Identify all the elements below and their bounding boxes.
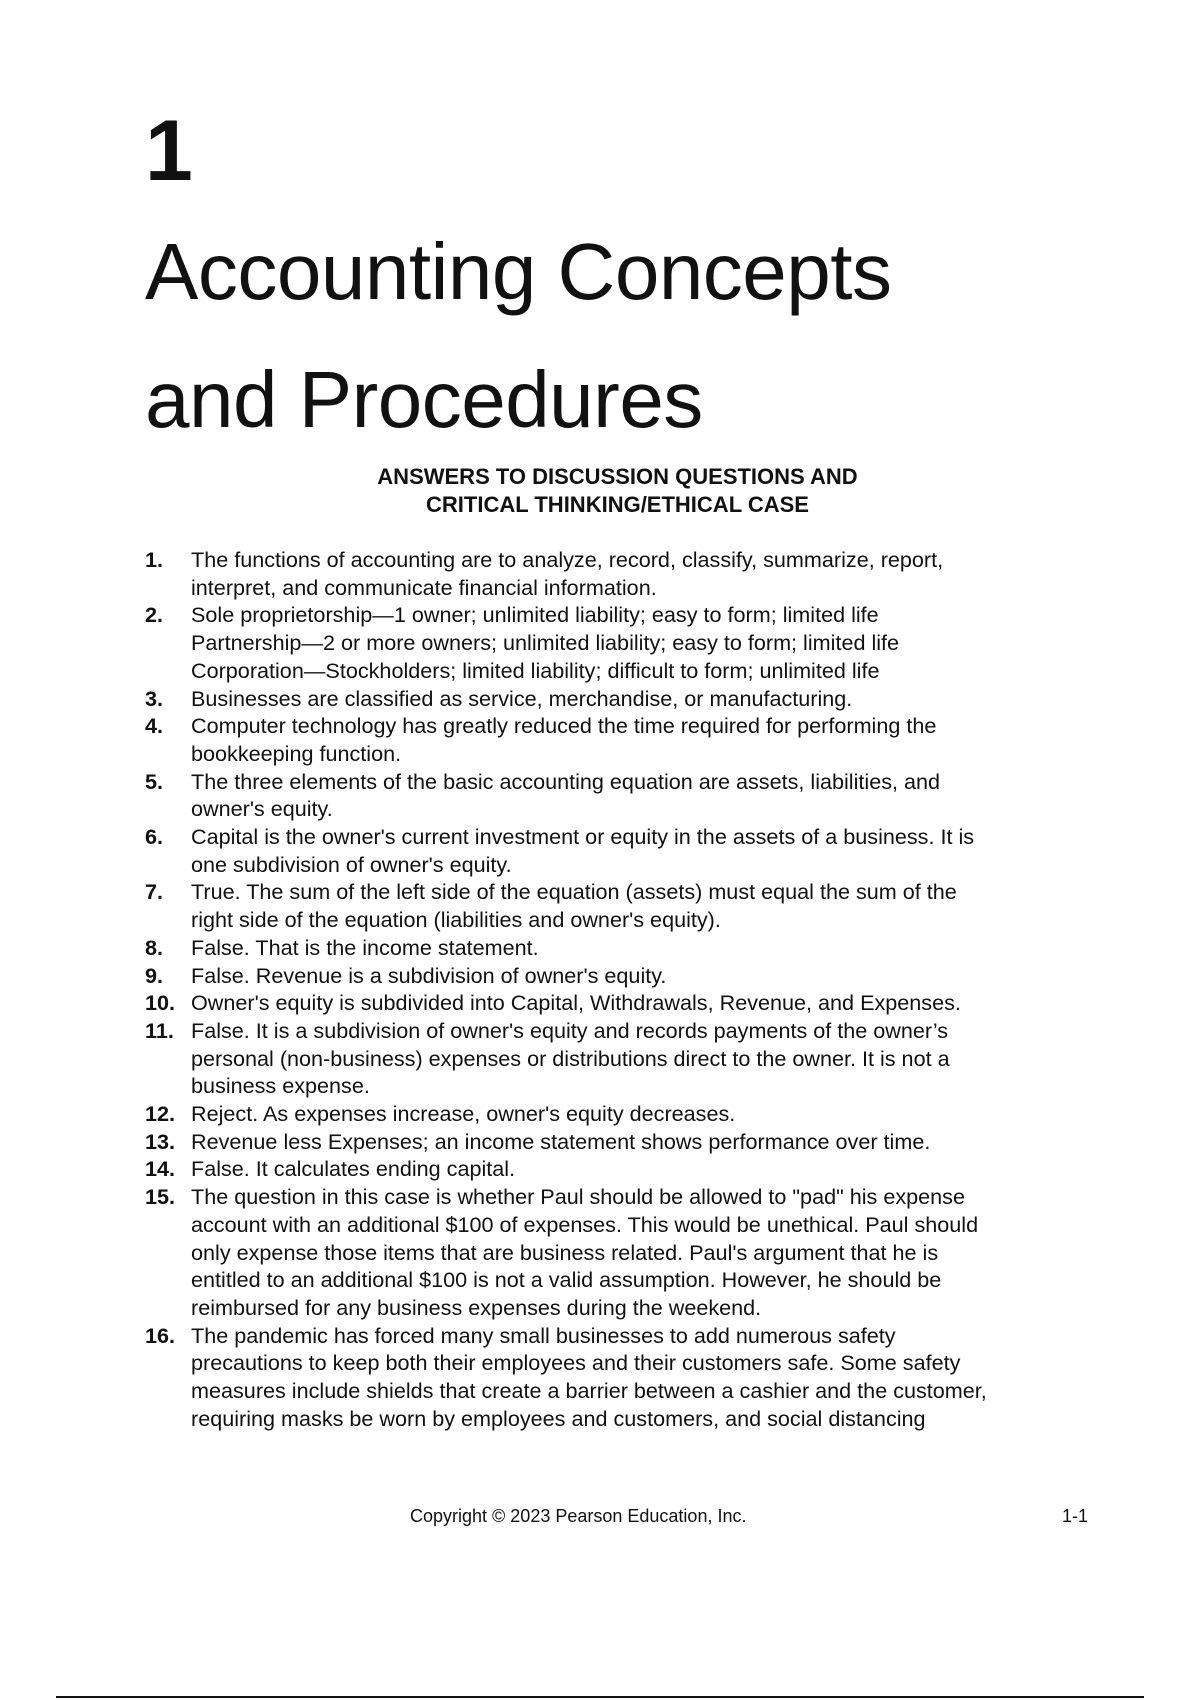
answer-item [145, 712, 1095, 767]
answer-text: The functions of accounting are to analyze, record, classify, summarize, report, interpret, and communicate financial information. [191, 547, 944, 600]
answer-text: False. Revenue is a subdivision of owner's equity. [191, 962, 667, 988]
answer-text: Capital is the owner's current investment or equity in the assets of a business. It is one subdivision of owner's equity. [191, 824, 975, 877]
answer-item [145, 1155, 1095, 1183]
answer-item [145, 934, 1095, 962]
answer-number: 3. [145, 685, 164, 711]
answer-text: Reject. As expenses increase, owner's equity decreases. [191, 1101, 736, 1127]
answer-number: 2. [145, 602, 164, 628]
answer-number: 14. [145, 1156, 176, 1182]
answer-number: 15. [145, 1184, 176, 1210]
answer-text: Computer technology has greatly reduced the time required for performing the bookkeeping function. [191, 713, 937, 766]
answer-text: Owner's equity is subdivided into Capital, Withdrawals, Revenue, and Expenses. [191, 990, 961, 1016]
answer-number: 5. [145, 768, 164, 794]
answer-number: 9. [145, 962, 164, 988]
answer-item [145, 546, 1095, 601]
answer-item [145, 601, 1095, 684]
answer-item [145, 823, 1095, 878]
section-heading-line-1: ANSWERS TO DISCUSSION QUESTIONS AND [377, 464, 858, 489]
answer-text: Revenue less Expenses; an income statement shows performance over time. [191, 1128, 931, 1154]
answer-text: The pandemic has forced many small businesses to add numerous safety precautions to keep both their employees and their customers safe. Some safety measures include shields that create a barrier between a cashier and the customer, requiring masks be worn by employees and customers, and social distancing [191, 1322, 987, 1431]
answer-text: Sole proprietorship—1 owner; unlimited liability; easy to form; limited life Partnership—2 or more owners; unlimited liability; easy to form; limited life Corporation—Stockholders; limited liability; difficult to form; unlimited life [191, 602, 900, 683]
answer-item [145, 962, 1095, 990]
answer-item [145, 878, 1095, 933]
answer-item [145, 1100, 1095, 1128]
answer-item [145, 1017, 1095, 1100]
section-heading [0, 463, 1200, 519]
answer-text: False. It calculates ending capital. [191, 1156, 516, 1182]
answer-number: 7. [145, 879, 164, 905]
answer-item [145, 685, 1095, 713]
copyright-notice: Copyright © 2023 Pearson Education, Inc. [410, 1506, 747, 1526]
answer-text: Businesses are classified as service, merchandise, or manufacturing. [191, 685, 853, 711]
answer-text: False. That is the income statement. [191, 934, 539, 960]
answer-item [145, 768, 1095, 823]
answer-number: 13. [145, 1128, 176, 1154]
answer-number: 12. [145, 1101, 176, 1127]
answer-text: The question in this case is whether Paul should be allowed to "pad" his expense account with an additional $100 of expenses. This would be unethical. Paul should only expense those items that are business related. Paul's argument that he is entitled to an additional $100 is not a valid assumption. However, he should be reimbursed for any business expenses during the weekend. [191, 1184, 979, 1320]
answer-number: 11. [145, 1017, 174, 1043]
answer-text: True. The sum of the left side of the equation (assets) must equal the sum of the right side of the equation (liabilities and owner's equity). [191, 879, 957, 933]
section-heading-line-2: CRITICAL THINKING/ETHICAL CASE [426, 492, 809, 517]
answer-number: 4. [145, 713, 164, 739]
bottom-divider [56, 1696, 1144, 1698]
answer-text: False. It is a subdivision of owner's equity and records payments of the owner’s personal (non-business) expenses or distributions direct to the owner. It is not a business expense. [191, 1017, 950, 1099]
page-number: 1-1 [1062, 1506, 1089, 1526]
answer-number: 16. [145, 1322, 176, 1348]
answer-item [145, 1322, 1095, 1433]
answer-text: The three elements of the basic accounting equation are assets, liabilities, and owner's equity. [191, 768, 941, 822]
answer-number: 8. [145, 934, 164, 960]
answer-number: 1. [145, 547, 164, 572]
chapter-title: Accounting Concepts and Procedures [145, 227, 892, 444]
answer-item [145, 989, 1095, 1017]
chapter-number: 1 [145, 103, 193, 199]
page-footer [0, 1506, 1200, 1536]
answer-item [145, 1128, 1095, 1156]
answer-item [145, 1183, 1095, 1322]
answer-number: 10. [145, 990, 176, 1016]
answer-number: 6. [145, 824, 164, 850]
answers-list [145, 546, 1095, 1433]
